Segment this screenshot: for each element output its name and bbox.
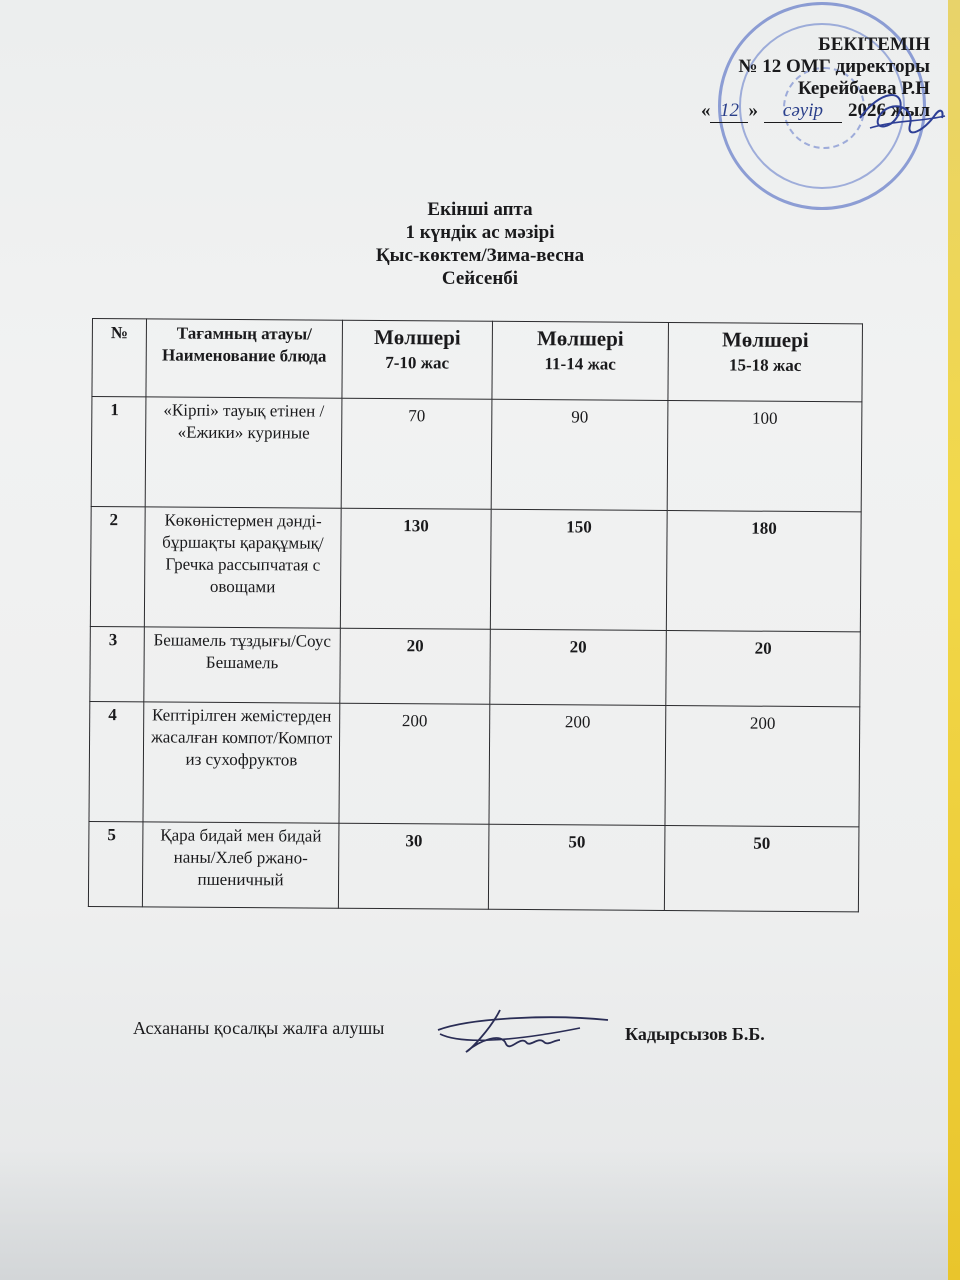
header-age: 15-18 жас [728,355,802,375]
dish-name: Кептірілген жемістерден жасалған компот/Компот из сухофруктов [143,702,340,823]
dish-name: Бешамель тұздығы/Соус Бешамель [144,627,341,703]
portion-7-10: 130 [340,508,491,629]
header-portion-11-14 [492,321,669,400]
heading-season: Қыс-көктем/Зима-весна [375,245,585,266]
date-day: 12 [710,100,748,123]
portion-11-14: 90 [491,399,668,510]
dish-name: Қара бидай мен бидай наны/Хлеб ржано-пшеничный [142,822,339,908]
heading-menu: 1 күндік ас мәзірі [405,222,555,243]
header-portion-7-10 [342,320,493,399]
row-number: 2 [90,506,145,626]
frame-edge [948,0,960,1280]
portion-15-18: 100 [667,401,862,512]
date-open-quote: « [700,100,711,121]
portion-11-14: 50 [488,824,665,910]
date-year: 2026 жыл [847,100,930,121]
menu-heading [300,198,660,290]
director-signature [730,70,950,160]
footer-name: Кадырсызов Б.Б. [625,1024,765,1044]
portion-7-10: 30 [338,823,489,909]
header-age: 11-14 жас [544,354,616,374]
table-header-row [92,319,863,402]
approval-position: № 12 ОМГ директоры [738,56,930,77]
dish-name: Көкөністермен дәнді-бұршақты қарақұмық/Гречка рассыпчатая с овощами [144,507,341,628]
portion-11-14: 200 [489,704,666,825]
header-age: 7-10 жас [385,353,450,373]
portion-7-10: 200 [339,703,490,824]
frame-shadow [0,1150,948,1280]
portion-11-14: 20 [490,629,667,705]
heading-day: Сейсенбі [441,268,519,289]
table-row [90,506,861,631]
table-row [89,701,860,826]
approval-title: БЕКІТЕМІН [818,34,930,55]
header-number: № [92,319,147,397]
footer-role: Асхананы қосалқы жалға алушы [133,1018,385,1038]
header-portion-title: Мөлшері [721,327,809,353]
date-month: cәуір [764,100,842,123]
header-portion-title: Мөлшері [536,326,624,351]
approval-person: Керейбаева Р.Н [797,78,930,99]
heading-week: Екінші апта [427,199,533,220]
table-row [88,821,859,911]
dish-name: «Кірпі» тауық етінен / «Ежики» куриные [145,397,342,508]
row-number: 4 [89,701,144,821]
header-portion-15-18 [668,323,863,402]
row-number: 1 [91,397,146,507]
portion-11-14: 150 [490,509,667,630]
portion-15-18: 180 [666,511,861,632]
header-portion-title: Мөлшері [373,324,461,350]
tenant-signature [430,1000,620,1070]
portion-15-18: 200 [665,706,860,827]
portion-15-18: 50 [664,826,859,912]
header-dish-name: Тағамның атауы/ Наименование блюда [146,319,343,398]
row-number: 5 [88,821,143,906]
portion-7-10: 20 [340,628,491,704]
date-close-quote: » [748,100,758,121]
portion-7-10: 70 [341,398,492,509]
table-row [91,397,862,512]
row-number: 3 [90,626,145,701]
portion-15-18: 20 [666,631,861,707]
table-row [90,626,861,706]
menu-table [88,318,863,912]
